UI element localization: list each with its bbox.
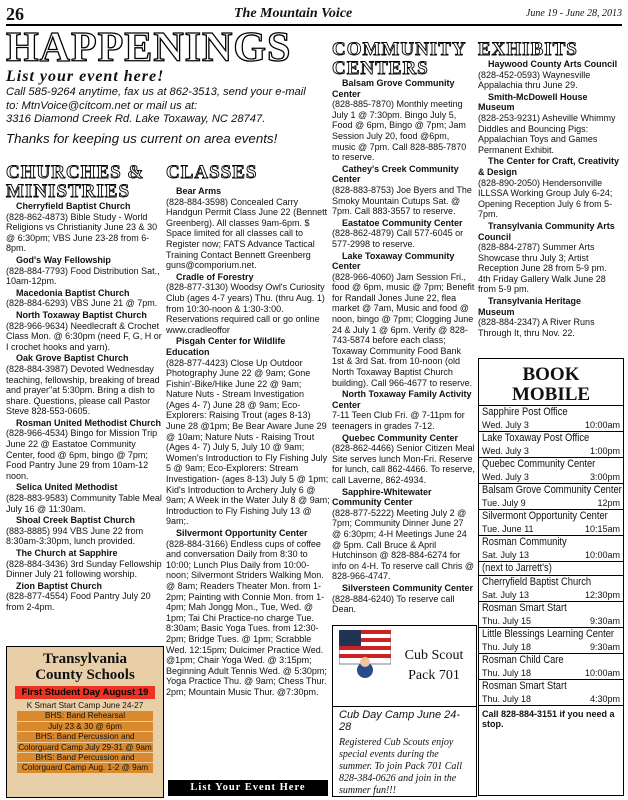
community-title: COMMUNITY CENTERS (332, 39, 466, 79)
stop-day: Sat. July 13 (482, 590, 530, 600)
church-entry-text: (828-877-4554) Food Pantry July 20 from 2-4pm. (6, 591, 151, 612)
stop-day: Wed. July 3 (482, 446, 529, 456)
book-mobile-stop (479, 679, 623, 705)
church-entry (6, 310, 162, 352)
stop-place: Rosman Smart Start (482, 680, 567, 692)
schools-row: BHS: Band Percussion and (17, 732, 153, 741)
church-entry-name: Shoal Creek Baptist Church (16, 515, 136, 526)
exhibit-entry-name: Transylvania Heritage Museum (478, 296, 582, 317)
stop-place: Balsam Grove Community Center (482, 484, 622, 496)
community-entry-name: Eastatoe Community Center (342, 217, 463, 228)
book-mobile-stop (479, 405, 623, 431)
class-entry-text: (828-884-3166) Endless cups of coffee and conversation Daily from 8:30 to 10:00; Lunch Plus Daily from 10:00-noon; Silvermont Striders Walking Mon. @ 8am; Readers Theater Mon. from 1-2pm; Painting with Connie Mon. from 1-4pm; Mah Jongg Mon., Tue, Wed. @ 1pm; Tai Chi Practice-no charge Tue. 8:30am; Basic Yoga Tues. from 12:30-2pm; Bridge Tues. @ 1pm; Scrabble Wed. 12:15pm; Dulcimer Practice Wed. @1pm; Chair Yoga Wed. @ 3:15pm; Beginning Adult Tennis Wed. @ 5:30pm; Yoga Practice Thu. @ 9am; Chess Thur. 2pm; Mountain Music Thur. @7:30pm. (166, 538, 327, 697)
stop-day: Wed. July 3 (482, 472, 529, 482)
church-entry (6, 482, 162, 514)
contact-address: 3316 Diamond Creek Rd. Lake Toxaway, NC 28747. (6, 113, 266, 125)
class-entry-name: Pisgah Center for Wildlife Education (166, 336, 286, 357)
stop-place: Rosman Smart Start (482, 602, 567, 614)
happenings-title: HAPPENINGS (6, 25, 292, 71)
class-entry (166, 336, 330, 527)
stop-day: Thu. July 15 (482, 616, 532, 626)
list-your-event-button[interactable]: List Your Event Here (168, 780, 328, 796)
stop-place: Sapphire Post Office (482, 406, 568, 418)
book-mobile-stop (479, 561, 623, 575)
book-mobile-stop (479, 483, 623, 509)
community-entry-name: Silversteen Community Center (342, 582, 474, 593)
class-entry-text: (828-877-4423) Close Up Outdoor Photography June 22 @ 9am; Gone Fishin'-Bike/Hike June 22 @ 9am; Nature Nuts - Stream Investigation (Ages 4- 7) June 28 @ 9am; Eco-Explorers: Raising Trout (ages 8-13) June 28 @1pm; Be Bear Aware June 29 @ 10am; Nature Nuts - Raising Trout (Ages 4- 7) July 5, July 10 @ 9am; Women's Introduction to Fly Fishing July 5 @ 9am; Eco-Explorers: Stream Investigation- (ages 8-13) July 5 @ 1pm; Kid's Introduction to Archery July 6 @ 9am; A Week in the Water July 8 @ 9am; Introduction to Fly Fishing July 13 @ 9am;. (166, 357, 330, 527)
church-entry-name: Macedonia Baptist Church (16, 287, 130, 298)
book-mobile-stops (479, 405, 623, 705)
class-entry-text: (828-877-3130) Woodsy Owl's Curiosity Club (ages 4-7 years) Thu. (thru Aug. 1) from 10:30-noon & 1:30-3:00. Reservations required call or go online www.cradleoffor (166, 282, 325, 335)
community-entry (332, 433, 475, 486)
stop-day: Tue. July 9 (482, 498, 526, 508)
stop-time: 12:30pm (584, 590, 620, 600)
stop-time: 1:00pm (589, 446, 620, 456)
community-entry (332, 583, 475, 615)
classes-list (166, 186, 330, 698)
exhibit-entry (478, 221, 620, 295)
community-entry (332, 389, 475, 431)
book-mobile-title-2: MOBILE (511, 384, 591, 405)
community-entry-name: Sapphire-Whitewater Community Center (332, 486, 432, 508)
church-entry (6, 353, 162, 417)
stop-time: 12pm (597, 498, 620, 508)
book-mobile-box (478, 358, 624, 796)
stop-time: 10:00am (584, 668, 620, 678)
class-entry (166, 528, 330, 698)
stop-place: Silvermont Opportunity Center (482, 510, 608, 522)
schools-row: Colorguard Camp Aug. 1-2 @ 9am (17, 763, 153, 772)
church-entry-text: (828-883-9583) Community Table Meal July 16 @ 11:30am. (6, 493, 162, 514)
stop-day: Thu. July 18 (482, 642, 532, 652)
flag-icon (339, 630, 391, 678)
stop-day: Thu. July 18 (482, 694, 532, 704)
exhibit-entry-text: (828-452-0593) Waynesville Appalachia thru June 29. (478, 69, 591, 91)
book-mobile-stop (479, 601, 623, 627)
classes-column (166, 163, 330, 699)
community-entry (332, 487, 475, 582)
stop-place: (next to Jarrett's) (482, 562, 552, 574)
schools-row: Colorguard Camp July 29-31 @ 9am (18, 742, 152, 752)
schools-row: BHS: Band Percussion and (17, 753, 153, 762)
stop-place: Little Blessings Learning Center (482, 628, 615, 640)
book-mobile-call: Call 828-884-3151 if you need a stop. (479, 705, 623, 732)
church-entry-text: (883-8885) 994 VBS June 22 from 8:30am-3:30pm, lunch provided. (6, 525, 144, 547)
church-entry-text: (828-884-3436) 3rd Sunday Fellowship Dinner July 21 following worship. (6, 558, 162, 580)
first-student-day: First Student Day August 19 (15, 686, 155, 699)
church-entry-text: (828-884-6293) VBS June 21 @ 7pm. (6, 298, 158, 309)
community-entry-text: (828-885-7870) Monthly meeting July 1 @ 7:30pm. Bingo July 5, Food @ 6pm, Bingo @ 7pm; Jam Session July 20, food @6pm, music @ 7pm. Call 828-885-7870 to reserve. (332, 99, 467, 163)
exhibit-entry-text: (828-890-2050) Hendersonville ILLSSA Working Group July 6-24; Opening Reception July 6 from 5-7pm. (478, 177, 613, 220)
exhibit-entry (478, 296, 620, 338)
exhibits-column (478, 40, 620, 339)
book-mobile-stop (479, 509, 623, 535)
church-entry (6, 515, 162, 547)
class-entry-text: (828-884-3598) Concealed Carry Handgun Permit Class June 22 (Bennett Greenberg). All classes 9am-6pm. $ Space limited for all classes call to Register now; FATS Advance Tactical Training Contact Bennett Greenberg guns@comporium.net. (166, 196, 328, 271)
community-entry (332, 251, 475, 389)
church-entry-name: Zion Baptist Church (16, 580, 102, 591)
book-mobile-title-1: BOOK (522, 364, 580, 385)
exhibits-list (478, 59, 620, 338)
exhibits-title: EXHIBITS (478, 39, 578, 60)
exhibit-entry (478, 59, 620, 91)
stop-time: 3:00pm (589, 472, 620, 482)
cub-scout-text: Registered Cub Scouts enjoy special events during the summer. To join Pack 701 Call 828-384-0626 and join in the summer fun!!! (339, 737, 462, 796)
community-entry (332, 164, 475, 217)
exhibit-entry-name: Haywood County Arts Council (488, 59, 618, 69)
cub-day-camp: Cub Day Camp June 24-28 (333, 706, 476, 735)
community-entry-name: Balsam Grove Community Center (332, 78, 455, 99)
exhibit-entry (478, 156, 620, 220)
church-entry (6, 201, 162, 254)
churches-column (6, 163, 162, 614)
church-entry-text: (828-862-4873) Bible Study - World Religions vs Christianity June 23 & 30 @ 6:30pm; VBS June 23-28 from 6-8pm. (6, 211, 158, 254)
class-entry-name: Silvermont Opportunity Center (176, 528, 308, 538)
schools-row: K Smart Start Camp June 24-27 (26, 701, 144, 710)
book-mobile-stop (479, 457, 623, 483)
stop-time: 10:15am (584, 524, 620, 534)
church-entry (6, 288, 162, 309)
church-entry-text: (828-884-3987) Devoted Wednesday teaching, fellowship, breaking of bread and prayer"at 5:30pm. Bring a dish to share. Questions, please call Pastor Steve 828-553-0605. (6, 363, 160, 417)
book-mobile-logo (479, 359, 623, 405)
cub-scout-title: Cub Scout Pack 701 (404, 648, 464, 683)
stop-place: Rosman Community (482, 536, 567, 548)
community-entry-text: (828-862-4466) Senior Citizen Meal Site serves lunch Mon-Fri. Reserve for lunch, call 862-4466. To reserve, call Laverne, 862-4934. (332, 443, 475, 485)
community-entry-name: Lake Toxaway Community Center (332, 250, 455, 272)
class-entry (166, 186, 330, 271)
stop-time: 4:30pm (589, 694, 620, 704)
contact-line-2: to: MtnVoice@citcom.net or mail us at: (6, 99, 198, 112)
community-entry (332, 78, 475, 163)
stop-place: Rosman Child Care (482, 654, 564, 666)
contact-line-1: Call 585-9264 anytime, fax us at 862-3513, send your e-mail (6, 86, 306, 98)
community-entry-text: (828-966-4060) Jam Session Fri., food @ 6pm, music @ 7pm; Benefit for Randall Jones June 22, flea market @ 7am, Music and food @ noon, bingo @ 7pm; Clogging June 24 & July 1 @ 6pm. Verify @ 828-743-5874 before each class; Toxaway Community Food Bank 1st & 3rd Sat. from 10-noon (old North Toxaway Baptist Church building). Call 966-4677 to reserve. (332, 271, 475, 388)
exhibit-entry (478, 92, 620, 156)
stop-day: Sat. July 13 (482, 550, 530, 560)
exhibit-entry-name: The Center for Craft, Creativity & Design (478, 156, 620, 177)
page-number: 26 (6, 4, 24, 24)
happenings-subtitle: List your event here! (6, 68, 165, 85)
church-entry-name: Cherryfield Baptist Church (16, 201, 131, 211)
book-mobile-stop (479, 627, 623, 653)
community-entry-text: 7-11 Teen Club Fri. @ 7-11pm for teenagers in grades 7-12. (332, 410, 465, 431)
church-entry (6, 255, 162, 287)
stop-day: Wed. July 3 (482, 420, 529, 430)
stop-time: 10:00am (584, 550, 620, 560)
church-entry (6, 418, 162, 482)
church-entry-text: (828-966-4534) Bingo for Mission Trip June 22 @ Eastatoe Community Center, food @ 6pm, bingo @ 7pm; Food Pantry June 29 from 10am-12 noon. (6, 428, 158, 481)
community-entry-text: (828-877-5222) Meeting July 2 @ 7pm; Community Dinner June 27 @ 6:30pm; 4-H Meetings June 24 @ 5pm. Call Bruce & April Hutchinson @ 828-884-6274 for info on 4-H. To reserve call Chris @ 828-966-4747. (332, 507, 475, 582)
community-entry-text: (828-884-6240) To reserve call Dean. (332, 593, 455, 615)
stop-day: Tue. June 11 (482, 524, 534, 534)
community-column (332, 40, 475, 616)
church-entry-text: (828-884-7793) Food Distribution Sat., 10am-12pm. (6, 265, 160, 287)
schools-title-2: County Schools (35, 667, 135, 683)
church-entry-name: Oak Grove Baptist Church (16, 353, 129, 364)
schools-box (6, 646, 164, 798)
community-entry (332, 218, 475, 250)
schools-row: July 23 & 30 @ 6pm (17, 722, 153, 731)
church-entry-name: The Church at Sapphire (16, 548, 118, 558)
community-entry-name: North Toxaway Family Activity Center (332, 389, 472, 410)
class-entry (166, 272, 330, 336)
book-mobile-stop (479, 653, 623, 679)
class-entry-name: Bear Arms (176, 186, 222, 196)
community-entry-name: Cathey's Creek Community Center (332, 163, 459, 185)
happenings-block (6, 26, 331, 146)
cub-scout-art (333, 626, 476, 706)
book-mobile-stop (479, 575, 623, 601)
community-entry-text: (828-862-4879) Call 577-6045 or 577-2998 to reserve. (332, 228, 464, 249)
class-entry-name: Cradle of Forestry (176, 271, 254, 282)
stop-place: Quebec Community Center (482, 458, 596, 470)
church-entry-name: Rosman United Methodist Church (16, 417, 162, 428)
classes-title: CLASSES (166, 162, 258, 183)
exhibit-entry-name: Smith-McDowell House Museum (478, 91, 588, 113)
churches-title: CHURCHES & MINISTRIES (6, 162, 145, 202)
churches-list (6, 201, 162, 613)
stop-time: 10:00am (584, 420, 620, 430)
schools-row: BHS: Band Rehearsal (17, 711, 153, 720)
community-entry-text: (828-883-8753) Joe Byers and The Smoky Mountain Cutups Sat. @ 7pm. Call 883-3557 to reserve. (332, 184, 472, 217)
stop-time: 9:30am (589, 642, 620, 652)
stop-place: Cherryfield Baptist Church (482, 576, 592, 588)
community-list (332, 78, 475, 615)
church-entry (6, 581, 162, 613)
exhibit-entry-text: (828-253-9231) Asheville Whimmy Diddles and Bouncing Pigs: Appalachian Toys and Games Permanent Exhibit. (478, 112, 616, 155)
stop-time: 9:30am (589, 616, 620, 626)
book-mobile-stop (479, 431, 623, 457)
community-entry-name: Quebec Community Center (342, 432, 459, 443)
exhibit-entry-name: Transylvania Community Arts Council (478, 220, 615, 242)
thanks-line: Thanks for keeping us current on area events! (6, 130, 278, 146)
schools-title-1: Transylvania (43, 651, 127, 667)
church-entry-name: God's Way Fellowship (16, 254, 111, 265)
stop-day: Thu. July 18 (482, 668, 532, 678)
page-header (6, 4, 622, 26)
church-entry-name: Selica United Methodist (16, 482, 118, 493)
cub-scout-box (332, 625, 477, 797)
exhibit-entry-text: (828-884-2787) Summer Arts Showcase thru July 3; Artist Reception June 28 from 5-9 pm. 4th Friday Gallery Walk June 28 from 5-9 pm. (478, 242, 607, 295)
book-mobile-stop (479, 535, 623, 561)
stop-place: Lake Toxaway Post Office (482, 432, 590, 444)
church-entry-name: North Toxaway Baptist Church (16, 309, 147, 320)
issue-date: June 19 - June 28, 2013 (525, 8, 622, 19)
church-entry (6, 548, 162, 580)
church-entry-text: (828-966-9634) Needlecraft & Crochet Class Mon. @ 6:30pm (need F, G, H or I crochet hooks and yarn). (6, 320, 162, 352)
masthead: The Mountain Voice (234, 6, 353, 21)
exhibit-entry-text: (828-884-2347) A River Runs Through It, thru Nov. 22. (478, 317, 595, 338)
